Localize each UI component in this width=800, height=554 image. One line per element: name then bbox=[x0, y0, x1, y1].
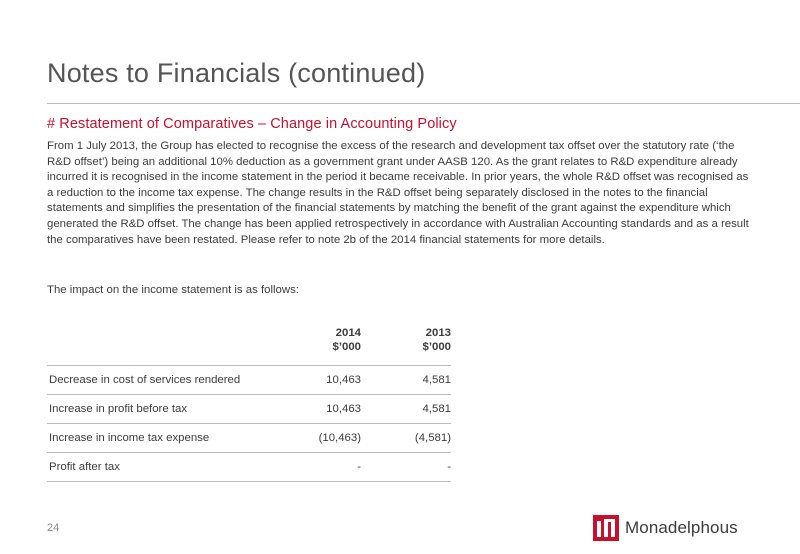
page-number: 24 bbox=[47, 522, 60, 534]
row-label: Increase in income tax expense bbox=[49, 432, 210, 444]
value-2013: (4,581) bbox=[414, 432, 451, 444]
table-row bbox=[47, 424, 451, 453]
body-paragraph: From 1 July 2013, the Group has elected to recognise the excess of the research and development tax offset over the statutory rate (‘the R&D offset’) being an additional 10% deduction as a government grant under AASB 120. As the grant relates to R&D expenditure already incurred it is recognised in the income statement in the period it became receivable. In prior years, the whole R&D offset was recognised as a reduction to the income tax expense. The change results in the R&D offset being separately disclosed in the notes to the financial statements and simplifies the presentation of the financial statements by matching the benefit of the grant against the expenditure which generated the R&D offset. The change has been applied retrospectively in accordance with Australian Accounting standards and as a result the comparatives have been restated. Please refer to note 2b of the 2014 financial statements for more details. bbox=[47, 140, 749, 246]
income-impact-table bbox=[47, 326, 451, 482]
value-2013: 4,581 bbox=[422, 374, 451, 386]
logo-text: Monadelphous bbox=[625, 518, 738, 537]
value-2014: - bbox=[357, 461, 361, 473]
page-title: Notes to Financials (continued) bbox=[47, 58, 426, 88]
table-header-blank bbox=[47, 326, 285, 365]
column-header-2013 bbox=[361, 326, 451, 365]
section-heading: # Restatement of Comparatives – Change in Accounting Policy bbox=[47, 116, 457, 132]
title-divider bbox=[47, 103, 800, 104]
column-unit: $’000 bbox=[422, 341, 451, 353]
table-row bbox=[47, 366, 451, 395]
column-unit: $’000 bbox=[332, 341, 361, 353]
table-row bbox=[47, 453, 451, 482]
value-2014: 10,463 bbox=[326, 403, 361, 415]
monadelphous-logo-icon bbox=[593, 515, 619, 541]
value-2014: (10,463) bbox=[318, 432, 361, 444]
table-header-row bbox=[47, 326, 451, 366]
row-label: Profit after tax bbox=[49, 461, 120, 473]
column-year: 2014 bbox=[335, 327, 361, 339]
value-2013: 4,581 bbox=[422, 403, 451, 415]
value-2014: 10,463 bbox=[326, 374, 361, 386]
row-label: Increase in profit before tax bbox=[49, 403, 188, 415]
table-row bbox=[47, 395, 451, 424]
column-header-2014 bbox=[285, 326, 361, 365]
column-year: 2013 bbox=[425, 327, 451, 339]
value-2013: - bbox=[447, 461, 451, 473]
company-logo bbox=[593, 515, 738, 541]
table-intro-text: The impact on the income statement is as follows: bbox=[47, 284, 299, 296]
row-label: Decrease in cost of services rendered bbox=[49, 374, 241, 386]
